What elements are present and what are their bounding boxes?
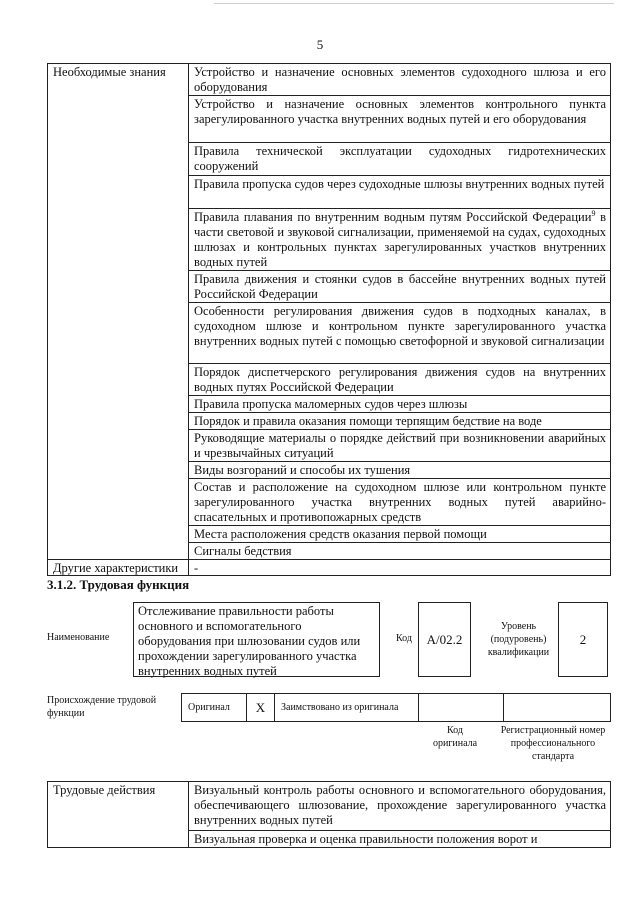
actions-label: Трудовые действия — [48, 782, 189, 848]
knowledge-label: Необходимые знания — [48, 64, 189, 560]
scan-edge-line — [214, 3, 614, 4]
qualification-level: 2 — [558, 602, 608, 677]
section-heading: 3.1.2. Трудовая функция — [47, 577, 190, 592]
other-characteristics-value: - — [189, 560, 611, 576]
knowledge-item — [189, 209, 611, 271]
origin-borrowed: Заимствовано из оригинала — [275, 694, 419, 721]
knowledge-item: Порядок и правила оказания помощи терпящим бедствие на воде — [189, 413, 611, 430]
knowledge-item-tail: в части световой и звуковой сигнализации, применяемой на судах, судоходных шлюзах и контрольных пунктах зарегулированных участков внутренних водных путей — [194, 210, 606, 269]
knowledge-item: Состав и расположение на судоходном шлюзе или контрольном пункте зарегулированного участка внутренних водных путей аварийно-спасательных и противопожарных средств — [189, 479, 611, 526]
knowledge-item: Правила пропуска судов через судоходные шлюзы внутренних водных путей — [189, 176, 611, 209]
knowledge-item: Особенности регулирования движения судов в подходных каналах, в судоходном шлюзе и контрольном пункте зарегулированного участка внутренних водных путей с помощью светофорной и звуковой сигнализации — [189, 303, 611, 364]
action-item: Визуальная проверка и оценка правильности положения ворот и — [189, 831, 611, 848]
knowledge-item-head: Правила плавания по внутренним водным путям Российской Федерации — [194, 210, 592, 224]
knowledge-item: Руководящие материалы о порядке действий при возникновении аварийных и чрезвычайных ситуаций — [189, 430, 611, 462]
knowledge-item: Виды возгораний и способы их тушения — [189, 462, 611, 479]
function-name-label: Наименование — [47, 632, 110, 643]
origin-row — [181, 693, 611, 722]
origin-mark: X — [247, 694, 275, 721]
page-number: 5 — [316, 37, 324, 52]
footnote-mark: 9 — [591, 208, 596, 218]
function-name: Отслеживание правильности работы основного и вспомогательного оборудования при шлюзовании судов или прохождении зарегулированного участка внутренних водных путей — [133, 602, 380, 677]
caption-original-code: Код оригинала — [432, 725, 478, 749]
function-code: A/02.2 — [418, 602, 471, 677]
knowledge-item: Устройство и назначение основных элементов судоходного шлюза и его оборудования — [189, 64, 611, 96]
origin-code-cell — [419, 694, 504, 721]
origin-original: Оригинал — [182, 694, 247, 721]
knowledge-item: Правила технической эксплуатации судоходных гидротехнических сооружений — [189, 143, 611, 176]
knowledge-item: Места расположения средств оказания первой помощи — [189, 526, 611, 543]
knowledge-item: Порядок диспетчерского регулирования движения судов на внутренних водных путях Российской Федерации — [189, 364, 611, 396]
knowledge-item: Правила движения и стоянки судов в бассейне внутренних водных путей Российской Федерации — [189, 271, 611, 303]
knowledge-item: Сигналы бедствия — [189, 543, 611, 560]
qualification-level-label: Уровень (подуровень) квалификации — [487, 621, 550, 658]
knowledge-table — [47, 63, 611, 576]
knowledge-item: Правила пропуска маломерных судов через шлюзы — [189, 396, 611, 413]
caption-registration-number: Регистрационный номер профессионального стандарта — [500, 725, 606, 762]
other-characteristics-label: Другие характеристики — [48, 560, 189, 576]
function-code-label: Код — [396, 633, 412, 644]
action-item: Визуальный контроль работы основного и вспомогательного оборудования, обеспечивающего шлюзование, прохождение зарегулированного участка внутренних водных путей — [189, 782, 611, 831]
actions-table — [47, 781, 611, 848]
knowledge-item: Устройство и назначение основных элементов контрольного пункта зарегулированного участка внутренних водных путей и его оборудования — [189, 96, 611, 143]
origin-label: Происхождение трудовой функции — [47, 695, 157, 719]
origin-reg-cell — [504, 694, 610, 721]
